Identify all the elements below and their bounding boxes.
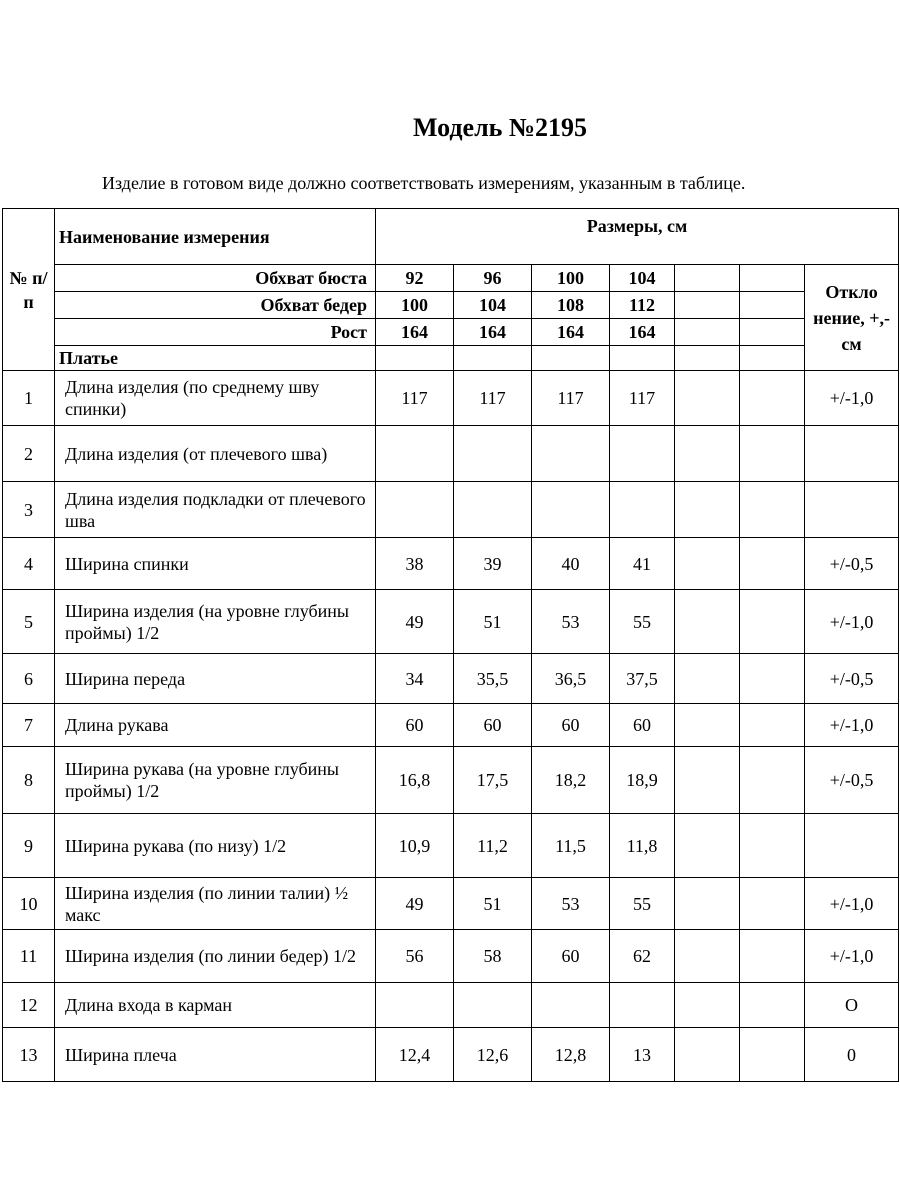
empty-cell — [454, 346, 532, 371]
measurement-value: 34 — [376, 654, 454, 704]
measurement-name: Ширина спинки — [55, 538, 376, 590]
empty-cell — [376, 346, 454, 371]
measurement-value: 49 — [376, 878, 454, 930]
param-label: Обхват бюста — [55, 265, 376, 292]
measurement-value: 51 — [454, 590, 532, 654]
table-row — [3, 1028, 899, 1082]
empty-cell — [740, 590, 805, 654]
table-row — [3, 538, 899, 590]
row-number: 6 — [3, 654, 55, 704]
tolerance-value: +/-0,5 — [805, 654, 899, 704]
table-row — [3, 814, 899, 878]
table-row — [3, 482, 899, 538]
measurement-value: 16,8 — [376, 747, 454, 814]
tolerance-value: +/-1,0 — [805, 704, 899, 747]
size-value: 164 — [532, 319, 610, 346]
empty-cell — [610, 346, 675, 371]
table-row — [3, 371, 899, 426]
table-row — [3, 704, 899, 747]
empty-cell — [675, 590, 740, 654]
table-row — [3, 983, 899, 1028]
measurement-value: 53 — [532, 590, 610, 654]
table-row — [3, 590, 899, 654]
row-number: 10 — [3, 878, 55, 930]
sizes-header: Размеры, см — [376, 209, 899, 265]
size-value: 112 — [610, 292, 675, 319]
measurement-value: 60 — [610, 704, 675, 747]
header-row-top — [3, 209, 899, 265]
empty-cell — [675, 265, 740, 292]
empty-cell — [675, 319, 740, 346]
empty-cell — [675, 654, 740, 704]
measurement-table — [2, 208, 899, 1082]
size-value: 96 — [454, 265, 532, 292]
empty-cell — [740, 704, 805, 747]
measurement-value: 117 — [610, 371, 675, 426]
empty-cell — [740, 319, 805, 346]
measurement-name: Длина рукава — [55, 704, 376, 747]
measurement-value — [532, 482, 610, 538]
measurement-value: 35,5 — [454, 654, 532, 704]
measurement-value: 18,2 — [532, 747, 610, 814]
empty-cell — [740, 983, 805, 1028]
empty-cell — [740, 292, 805, 319]
size-value: 108 — [532, 292, 610, 319]
measurement-value: 37,5 — [610, 654, 675, 704]
param-label: Рост — [55, 319, 376, 346]
empty-cell — [675, 346, 740, 371]
tolerance-value — [805, 426, 899, 482]
empty-cell — [675, 292, 740, 319]
empty-cell — [675, 930, 740, 983]
row-number: 5 — [3, 590, 55, 654]
measurement-name: Длина входа в карман — [55, 983, 376, 1028]
page-title: Модель №2195 — [412, 113, 588, 142]
measurement-value: 17,5 — [454, 747, 532, 814]
empty-cell — [740, 654, 805, 704]
measurement-value: 51 — [454, 878, 532, 930]
table-row — [3, 747, 899, 814]
row-number: 11 — [3, 930, 55, 983]
measurement-name: Ширина переда — [55, 654, 376, 704]
measurement-value — [610, 482, 675, 538]
measurement-name: Ширина рукава (на уровне глубины проймы) 1/2 — [55, 747, 376, 814]
tolerance-value: +/-0,5 — [805, 538, 899, 590]
measurement-value — [376, 482, 454, 538]
empty-cell — [740, 346, 805, 371]
measurement-value: 55 — [610, 878, 675, 930]
measurement-value: 18,9 — [610, 747, 675, 814]
tolerance-value: +/-1,0 — [805, 930, 899, 983]
empty-cell — [740, 371, 805, 426]
empty-cell — [740, 878, 805, 930]
measurement-value: 12,4 — [376, 1028, 454, 1082]
measurement-value: 12,8 — [532, 1028, 610, 1082]
measurement-value — [454, 426, 532, 482]
measurement-value: 38 — [376, 538, 454, 590]
tolerance-value: +/-0,5 — [805, 747, 899, 814]
measurement-value: 10,9 — [376, 814, 454, 878]
empty-cell — [740, 1028, 805, 1082]
measurement-name: Ширина изделия (по линии талии) ½ макс — [55, 878, 376, 930]
measurement-value: 62 — [610, 930, 675, 983]
measurement-name: Ширина изделия (на уровне глубины проймы) 1/2 — [55, 590, 376, 654]
measurement-value: 11,2 — [454, 814, 532, 878]
table-row — [3, 654, 899, 704]
size-value: 164 — [454, 319, 532, 346]
measurement-value: 40 — [532, 538, 610, 590]
tolerance-value: О — [805, 983, 899, 1028]
empty-cell — [675, 538, 740, 590]
empty-cell — [675, 1028, 740, 1082]
empty-cell — [740, 482, 805, 538]
empty-cell — [740, 265, 805, 292]
measurement-value: 56 — [376, 930, 454, 983]
size-value: 164 — [376, 319, 454, 346]
measurement-name: Ширина рукава (по низу) 1/2 — [55, 814, 376, 878]
param-label: Обхват бедер — [55, 292, 376, 319]
table-row — [3, 930, 899, 983]
measurement-value: 53 — [532, 878, 610, 930]
row-number: 3 — [3, 482, 55, 538]
empty-cell — [740, 538, 805, 590]
measurement-value — [454, 983, 532, 1028]
row-number: 4 — [3, 538, 55, 590]
measurement-value — [376, 983, 454, 1028]
row-number: 2 — [3, 426, 55, 482]
product-row — [3, 346, 899, 371]
measurement-value: 36,5 — [532, 654, 610, 704]
row-number: 13 — [3, 1028, 55, 1082]
measurement-value: 13 — [610, 1028, 675, 1082]
empty-cell — [675, 747, 740, 814]
size-value: 100 — [376, 292, 454, 319]
measurement-value: 117 — [532, 371, 610, 426]
product-label: Платье — [55, 346, 376, 371]
measurement-value: 41 — [610, 538, 675, 590]
measurement-value — [532, 426, 610, 482]
measurement-value: 39 — [454, 538, 532, 590]
measurement-value — [454, 482, 532, 538]
tolerance-value — [805, 814, 899, 878]
measurement-name: Длина изделия (от плечевого шва) — [55, 426, 376, 482]
measurement-value: 49 — [376, 590, 454, 654]
size-value: 104 — [610, 265, 675, 292]
measurement-value — [610, 983, 675, 1028]
table-row — [3, 426, 899, 482]
measurement-value: 117 — [454, 371, 532, 426]
tolerance-value — [805, 482, 899, 538]
empty-cell — [532, 346, 610, 371]
measurement-value: 12,6 — [454, 1028, 532, 1082]
empty-cell — [675, 878, 740, 930]
tolerance-value: +/-1,0 — [805, 590, 899, 654]
empty-cell — [675, 704, 740, 747]
row-number: 7 — [3, 704, 55, 747]
measurement-value: 11,8 — [610, 814, 675, 878]
empty-cell — [675, 983, 740, 1028]
measurement-value: 60 — [454, 704, 532, 747]
measurement-value — [610, 426, 675, 482]
tolerance-value: +/-1,0 — [805, 878, 899, 930]
measurement-name: Длина изделия (по среднему шву спинки) — [55, 371, 376, 426]
measurement-value: 60 — [532, 930, 610, 983]
row-number: 1 — [3, 371, 55, 426]
measurement-value: 60 — [376, 704, 454, 747]
tolerance-value: +/-1,0 — [805, 371, 899, 426]
row-number: 8 — [3, 747, 55, 814]
measurement-value: 58 — [454, 930, 532, 983]
size-value: 104 — [454, 292, 532, 319]
measurement-value — [376, 426, 454, 482]
measurement-value: 55 — [610, 590, 675, 654]
row-number: 9 — [3, 814, 55, 878]
empty-cell — [740, 747, 805, 814]
measurement-name: Ширина плеча — [55, 1028, 376, 1082]
name-header: Наименование измерения — [55, 209, 376, 265]
measurement-value: 117 — [376, 371, 454, 426]
empty-cell — [675, 482, 740, 538]
size-value: 92 — [376, 265, 454, 292]
size-value: 164 — [610, 319, 675, 346]
deviation-header: Откло нение, +,- см — [805, 265, 899, 371]
row-number: 12 — [3, 983, 55, 1028]
measurement-name: Ширина изделия (по линии бедер) 1/2 — [55, 930, 376, 983]
measurement-value: 11,5 — [532, 814, 610, 878]
size-value: 100 — [532, 265, 610, 292]
empty-cell — [740, 426, 805, 482]
empty-cell — [740, 930, 805, 983]
page-subtitle: Изделие в готовом виде должно соответствовать измерениям, указанным в таблице. — [102, 173, 746, 193]
measurement-value: 60 — [532, 704, 610, 747]
empty-cell — [675, 814, 740, 878]
empty-cell — [675, 371, 740, 426]
param-row — [3, 265, 899, 292]
param-row — [3, 292, 899, 319]
measurement-value — [532, 983, 610, 1028]
empty-cell — [740, 814, 805, 878]
empty-cell — [675, 426, 740, 482]
num-header: № п/п — [3, 209, 55, 371]
param-row — [3, 319, 899, 346]
measurement-name: Длина изделия подкладки от плечевого шва — [55, 482, 376, 538]
table-row — [3, 878, 899, 930]
tolerance-value: 0 — [805, 1028, 899, 1082]
